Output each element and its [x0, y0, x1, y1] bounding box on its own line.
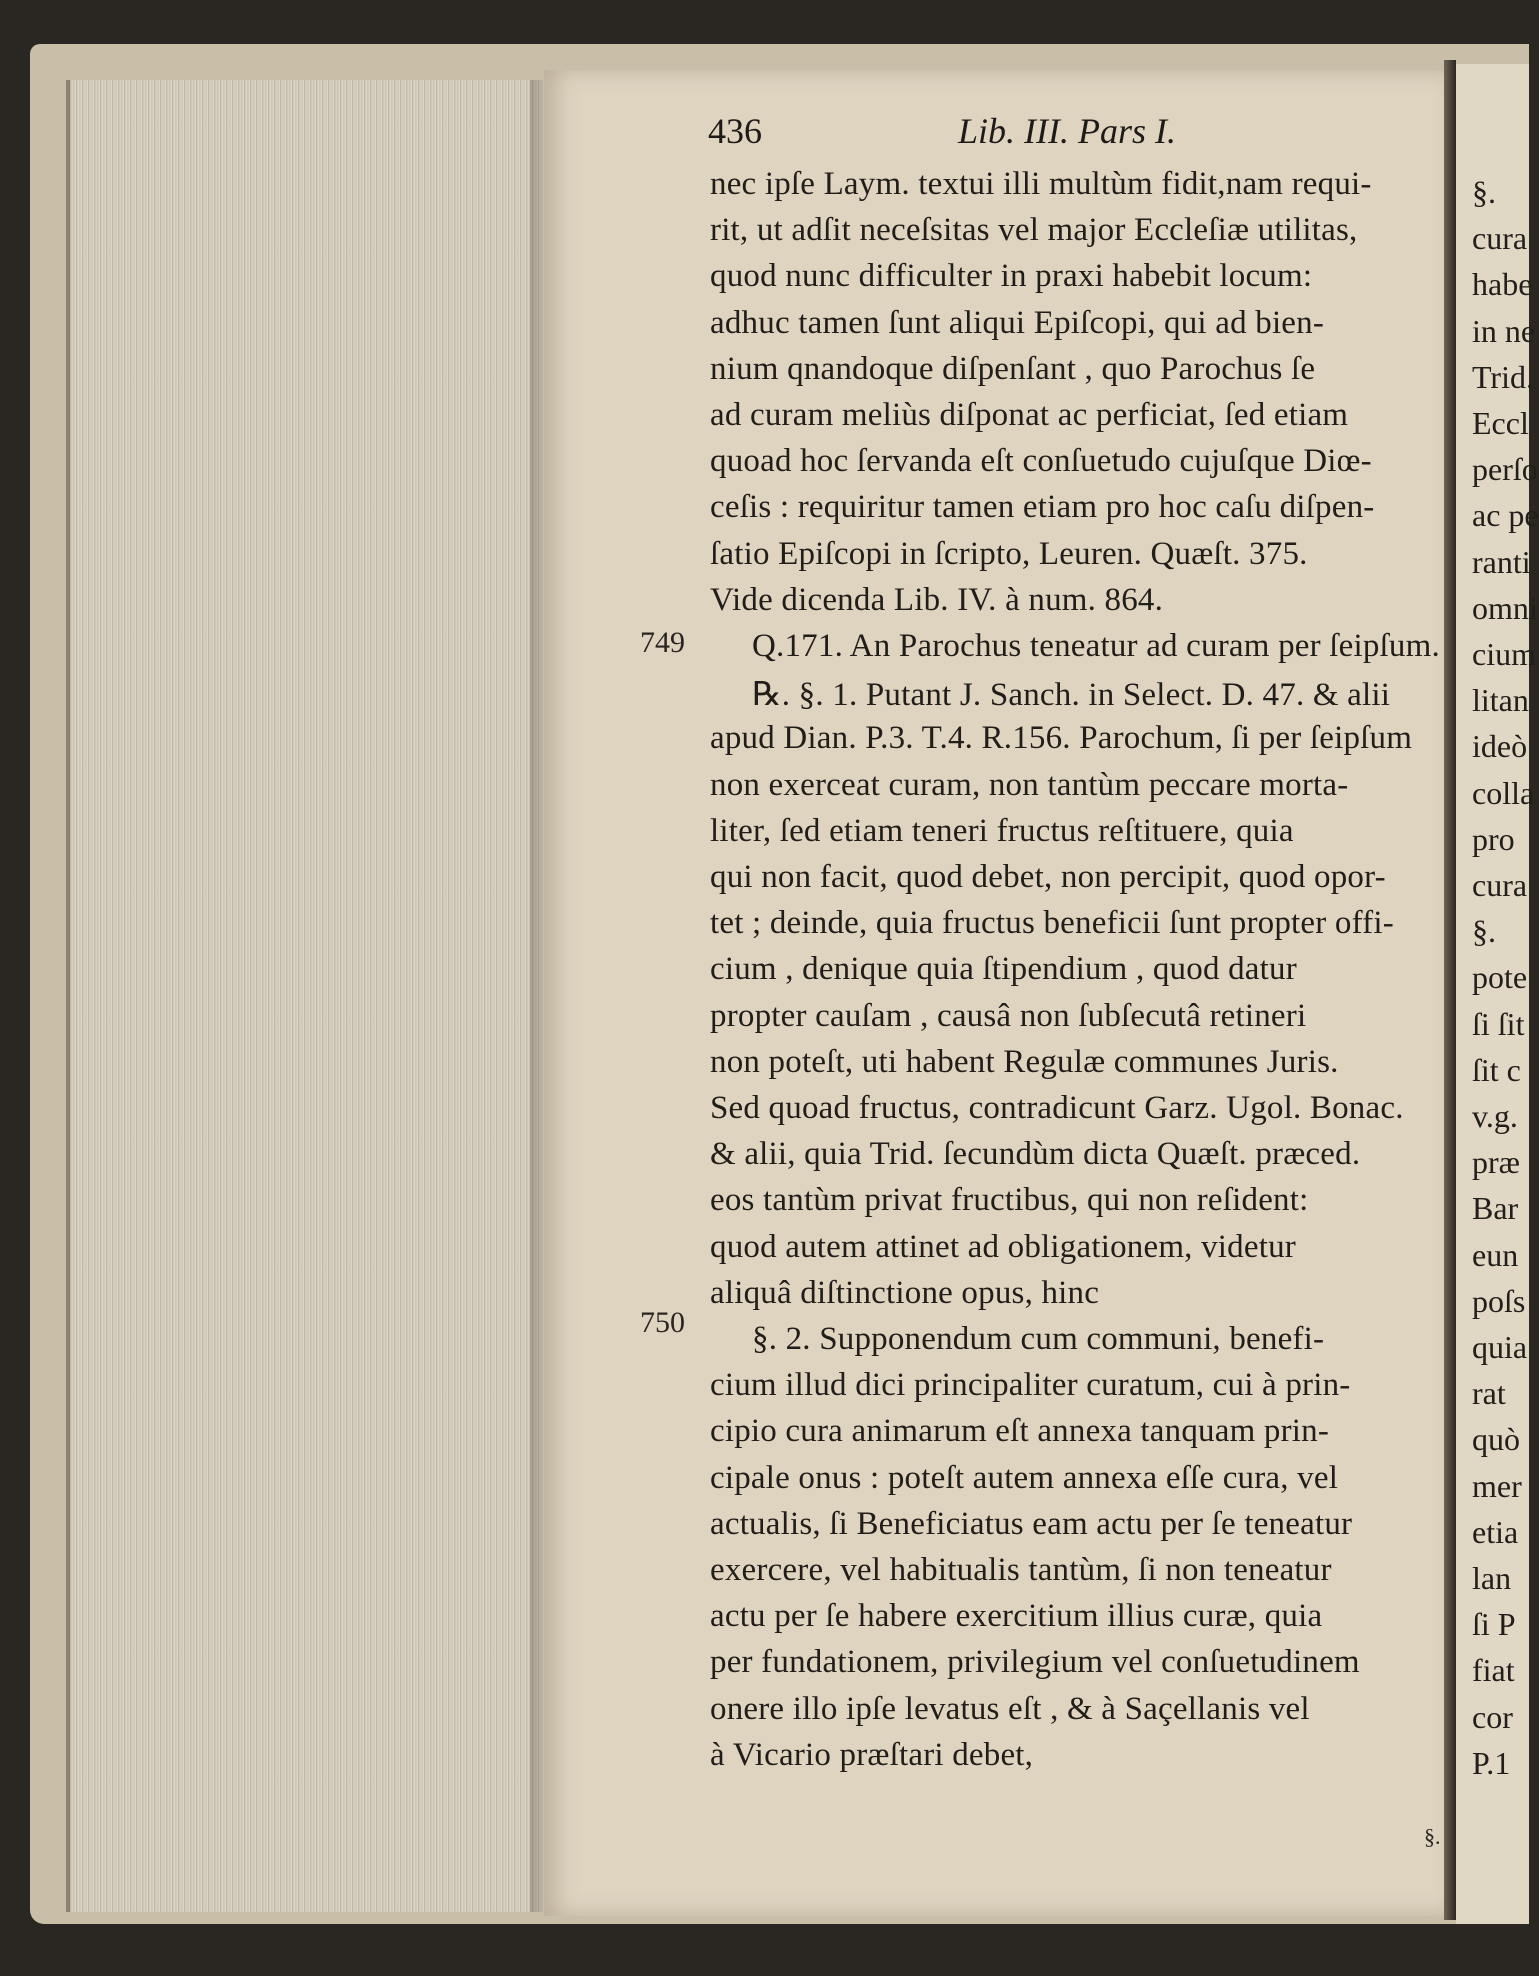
text-line: Q.171. An Parochus teneatur ad curam per ſeipſum.: [752, 628, 1440, 664]
page-number: 436: [708, 111, 762, 151]
next-page-fragment: cura: [1472, 220, 1528, 256]
next-page-fragment: ſi P: [1472, 1606, 1516, 1642]
text-line: cium illud dici principaliter curatum, cui à prin-: [710, 1367, 1351, 1403]
next-page-fragment: §.: [1472, 913, 1496, 949]
text-line: nium qnandoque diſpenſant , quo Parochus ſe: [710, 351, 1316, 387]
text-line: rit, ut adſit neceſsitas vel major Eccleſiæ utilitas,: [710, 212, 1358, 248]
text-line: qui non facit, quod debet, non percipit, quod opor-: [710, 859, 1386, 895]
next-page-fragment: poſs: [1472, 1283, 1526, 1319]
left-page: [544, 70, 1444, 1916]
text-line: onere illo ipſe levatus eſt , & à Saçellanis vel: [710, 1691, 1310, 1727]
next-page-fragment: ac pe: [1472, 497, 1539, 533]
text-line: propter cauſam , causâ non ſubſecutâ retineri: [710, 998, 1307, 1034]
next-page-fragment: in ne: [1472, 313, 1536, 349]
next-page-fragment: ſit c: [1472, 1052, 1521, 1088]
next-page-fragment: ranti: [1472, 544, 1531, 580]
next-page-fragment: habe: [1472, 266, 1533, 302]
text-line: quod nunc difficulter in praxi habebit locum:: [710, 258, 1313, 294]
next-page-fragment: ſi ſit: [1472, 1006, 1525, 1042]
next-page-fragment: quò: [1472, 1421, 1520, 1457]
text-line: tet ; deinde, quia fructus beneficii ſunt propter offi-: [710, 905, 1394, 941]
next-page-fragment: rat: [1472, 1375, 1506, 1411]
text-line: cipio cura animarum eſt annexa tanquam prin-: [710, 1413, 1330, 1449]
text-line: ℞. §. 1. Putant J. Sanch. in Select. D. 47. & alii: [752, 677, 1391, 713]
text-line: quod autem attinet ad obligationem, videtur: [710, 1229, 1296, 1265]
text-line: adhuc tamen ſunt aliqui Epiſcopi, qui ad bien-: [710, 305, 1325, 341]
next-page-fragment: fiat: [1472, 1652, 1515, 1688]
text-line: eos tantùm privat fructibus, qui non reſident:: [710, 1182, 1309, 1218]
text-line: cipale onus : poteſt autem annexa eſſe cura, vel: [710, 1460, 1339, 1496]
next-page-fragment: Eccl: [1472, 405, 1529, 441]
next-page-fragment: litan: [1472, 682, 1529, 718]
text-line: actualis, ſi Beneficiatus eam actu per ſe teneatur: [710, 1506, 1353, 1542]
next-page-fragment: etia: [1472, 1514, 1519, 1550]
margin-number-749: 749: [640, 626, 685, 659]
next-page-fragment: pro: [1472, 821, 1515, 857]
text-line: nec ipſe Laym. textui illi multùm fidit,nam requi-: [710, 166, 1372, 202]
page-edges: [66, 80, 546, 1912]
next-page-fragment: colla: [1472, 775, 1535, 811]
running-title: Lib. III. Pars I.: [958, 111, 1176, 151]
margin-number-750: 750: [640, 1306, 685, 1339]
text-line: ad curam meliùs diſponat ac perficiat, ſed etiam: [710, 397, 1349, 433]
text-line: apud Dian. P.3. T.4. R.156. Parochum, ſi per ſeipſum: [710, 720, 1413, 756]
next-page-fragment: cura: [1472, 867, 1528, 903]
next-page-fragment: mer: [1472, 1468, 1522, 1504]
text-line: ceſis : requiritur tamen etiam pro hoc caſu diſpen-: [710, 489, 1375, 525]
next-page-fragment: Bar: [1472, 1190, 1519, 1226]
next-page-fragment: lan: [1472, 1560, 1512, 1596]
text-line: non poteſt, uti habent Regulæ communes Juris.: [710, 1044, 1339, 1080]
text-line: cium , denique quia ſtipendium , quod datur: [710, 951, 1297, 987]
book-gutter: [1444, 60, 1456, 1920]
next-page-fragment: pote: [1472, 959, 1528, 995]
next-page-fragment: P.1: [1472, 1745, 1511, 1781]
text-line: non exerceat curam, non tantùm peccare morta-: [710, 767, 1349, 803]
next-page-fragment: cor: [1472, 1699, 1513, 1735]
text-line: Vide dicenda Lib. IV. à num. 864.: [710, 582, 1164, 618]
text-line: per fundationem, privilegium vel conſuetudinem: [710, 1644, 1360, 1680]
text-line: §. 2. Supponendum cum communi, benefi-: [752, 1321, 1325, 1357]
text-line: exercere, vel habitualis tantùm, ſi non teneatur: [710, 1552, 1332, 1588]
text-line: aliquâ diſtinctione opus, hinc: [710, 1275, 1100, 1311]
text-line: actu per ſe habere exercitium illius curæ, quia: [710, 1598, 1323, 1634]
next-page-fragment: omni: [1472, 590, 1538, 626]
text-line: Sed quoad fructus, contradicunt Garz. Ugol. Bonac.: [710, 1090, 1404, 1126]
next-page-fragment: quia: [1472, 1329, 1528, 1365]
text-line: liter, ſed etiam teneri fructus reſtituere, quia: [710, 813, 1294, 849]
next-page-fragment: ideò: [1472, 728, 1528, 764]
text-line: à Vicario præſtari debet,: [710, 1737, 1034, 1773]
text-line: quoad hoc ſervanda eſt conſuetudo cujuſque Diœ-: [710, 443, 1372, 479]
text-line: ſatio Epiſcopi in ſcripto, Leuren. Quæſt. 375.: [710, 536, 1308, 572]
next-page-fragment: cium: [1472, 636, 1536, 672]
catchword: §.: [1424, 1824, 1441, 1849]
next-page-fragment: v.g.: [1472, 1098, 1518, 1134]
next-page-fragment: præ: [1472, 1144, 1520, 1180]
next-page-fragment: perſo: [1472, 451, 1538, 487]
right-page-edge: [1456, 64, 1539, 1924]
next-page-fragment: Trid.: [1472, 359, 1534, 395]
next-page-fragment: §.: [1472, 174, 1496, 210]
text-line: & alii, quia Trid. ſecundùm dicta Quæſt. præced.: [710, 1136, 1361, 1172]
next-page-fragment: eun: [1472, 1237, 1519, 1273]
